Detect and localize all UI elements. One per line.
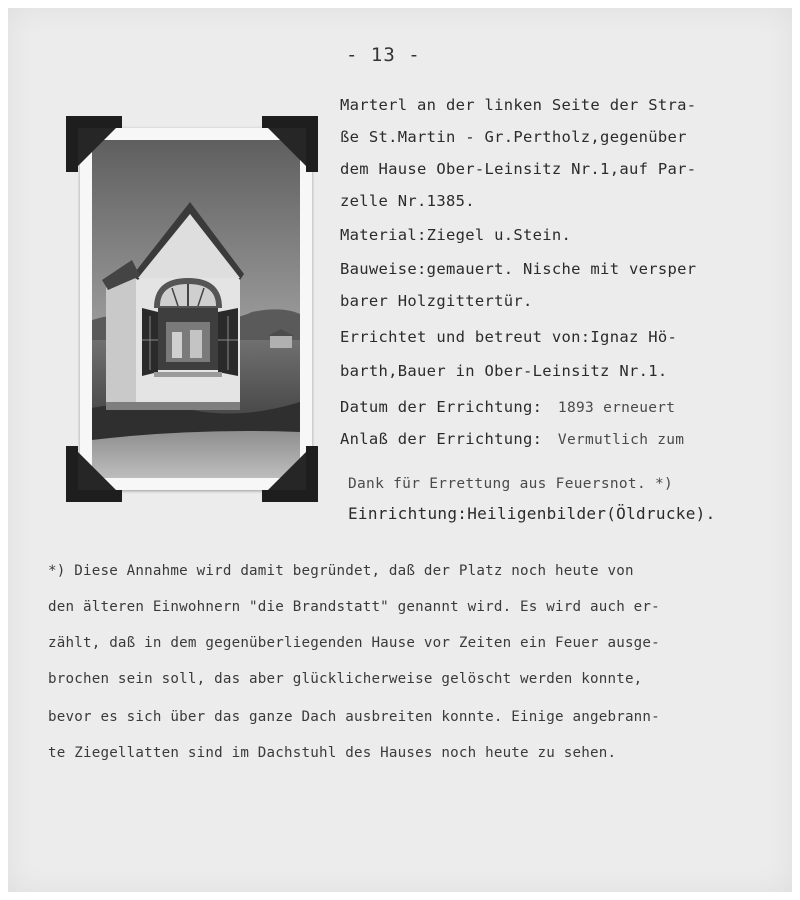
footnote-line: zählt, daß in dem gegenüberliegenden Hause vor Zeiten ein Feuer ausge- (48, 635, 660, 651)
description-line: dem Hause Ober-Leinsitz Nr.1,auf Par- (340, 160, 697, 178)
footnote-line: te Ziegellatten sind im Dachstuhl des Hauses noch heute zu sehen. (48, 745, 617, 761)
footnote-line: brochen sein soll, das aber glücklicherweise gelöscht werden konnte, (48, 671, 643, 687)
description-line: zelle Nr.1385. (340, 192, 475, 210)
anlass-continued: Dank für Errettung aus Feuersnot. *) (348, 476, 674, 492)
description-line: Marterl an der linken Seite der Stra- (340, 96, 697, 114)
description-line: Bauweise:gemauert. Nische mit versper (340, 260, 697, 278)
photo-corner-top-right-icon (260, 110, 324, 174)
document-page (8, 8, 792, 892)
shrine-photo (60, 108, 332, 508)
datum-value: 1893 erneuert (557, 400, 676, 416)
description-line: ße St.Martin - Gr.Pertholz,gegenüber (340, 128, 687, 146)
photo-corner-bottom-left-icon (60, 444, 124, 508)
datum-label: Datum der Errichtung: (340, 398, 543, 416)
photo-corner-top-left-icon (60, 110, 124, 174)
anlass-value: Vermutlich zum (557, 432, 685, 448)
photo-frame (80, 128, 312, 490)
datum-row (340, 398, 675, 416)
footnote-line: bevor es sich über das ganze Dach ausbreiten konnte. Einige angebrann- (48, 709, 660, 725)
anlass-row (340, 430, 684, 448)
description-line: barth,Bauer in Ober-Leinsitz Nr.1. (340, 362, 668, 380)
footnote-line: den älteren Einwohnern "die Brandstatt" genannt wird. Es wird auch er- (48, 599, 660, 615)
footnote-line: *) Diese Annahme wird damit begründet, daß der Platz noch heute von (48, 563, 634, 579)
description-line: barer Holzgittertür. (340, 292, 533, 310)
description-line: Material:Ziegel u.Stein. (340, 226, 572, 244)
photo-corner-bottom-right-icon (260, 444, 324, 508)
wayside-shrine-photo-icon (92, 140, 300, 478)
page-number: - 13 - (346, 44, 421, 66)
einrichtung-line: Einrichtung:Heiligenbilder(Öldrucke). (348, 504, 716, 523)
anlass-label: Anlaß der Errichtung: (340, 430, 543, 448)
description-line: Errichtet und betreut von:Ignaz Hö- (340, 328, 678, 346)
